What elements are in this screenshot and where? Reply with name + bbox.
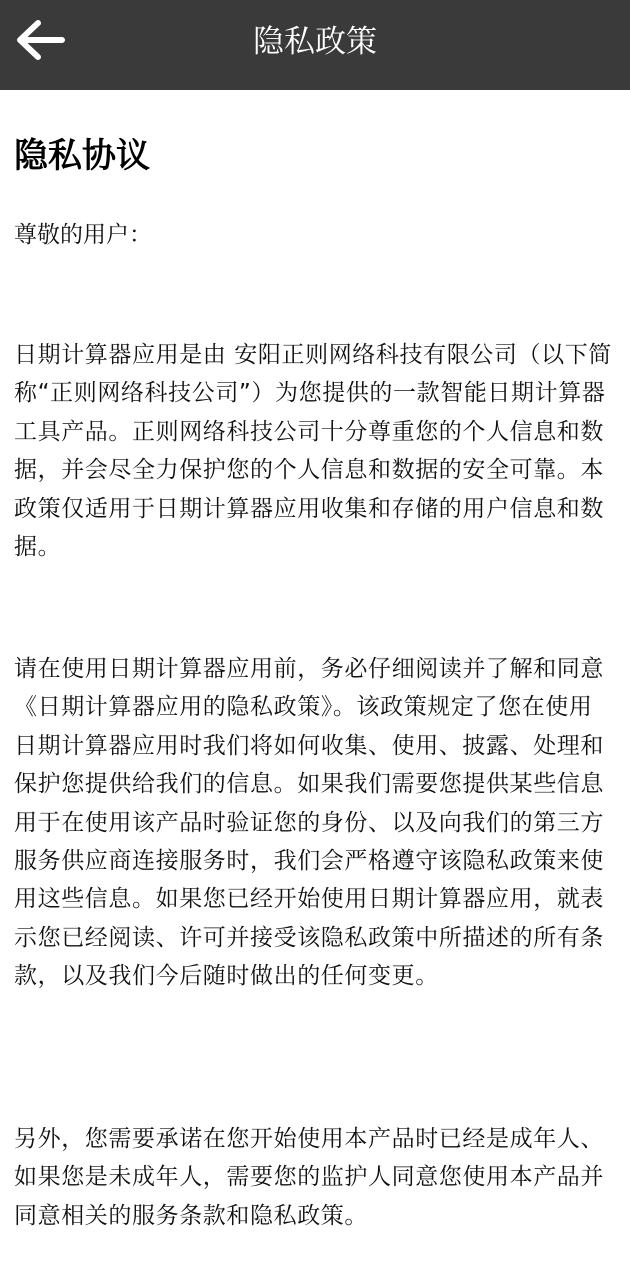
header-title: 隐私政策 [253, 24, 377, 60]
page-heading: 隐私协议 [14, 136, 150, 176]
policy-paragraph-intro: 日期计算器应用是由 安阳正则网络科技有限公司（以下简称“正则网络科技公司”）为您提供的一款智能日期计算器工具产品。正则网络科技公司十分尊重您的个人信息和数据，并会尽全力保护您的个人信息和数据的安全可靠。本政策仅适用于日期计算器应用收集和存储的用户信息和数据。 [14, 342, 612, 561]
greeting-text: 尊敬的用户： [14, 222, 152, 248]
policy-content [14, 90, 618, 1229]
policy-paragraph-consent: 请在使用日期计算器应用前，务必仔细阅读并了解和同意《日期计算器应用的隐私政策》。该政策规定了您在使用 日期计算器应用时我们将如何收集、使用、披露、处理和保护您提供给我们的信息。如果我们需要您提供某些信息用于在使用该产品时验证您的身份、以及向我们的第三方服务供应商连接服务时，我们会严格遵守该隐私政策来使用这些信息。如果您已经开始使用日期计算器应用，就表示您已经阅读、许可并接受该隐私政策中所描述的所有条款，以及我们今后随时做出的任何变更。 [14, 656, 604, 990]
app-header [0, 0, 630, 90]
policy-paragraph-minors: 另外，您需要承诺在您开始使用本产品时已经是成年人、如果您是未成年人，需要您的监护人同意您使用本产品并同意相关的服务条款和隐私政策。 [14, 1126, 604, 1229]
